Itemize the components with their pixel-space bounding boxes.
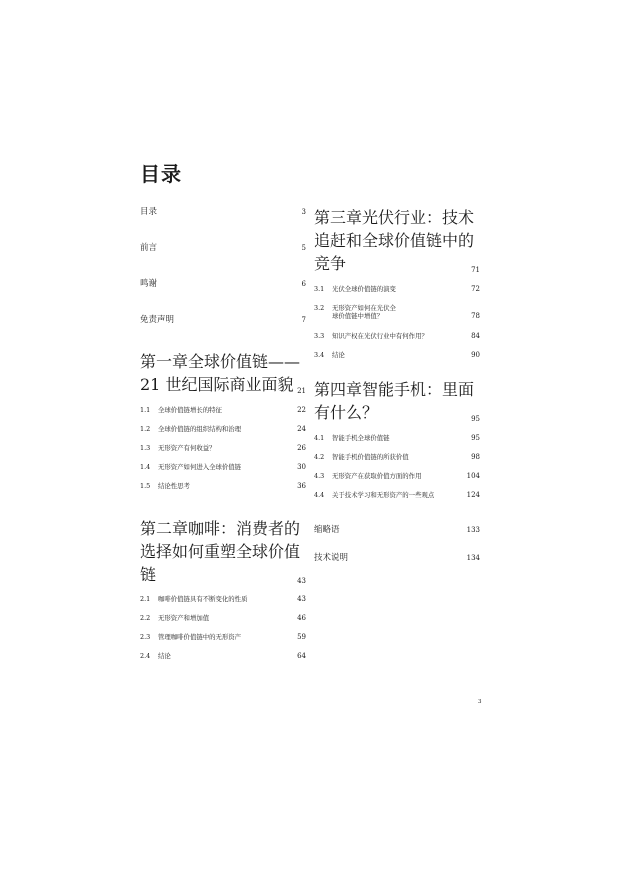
toc-page-number: 22 bbox=[297, 405, 306, 414]
toc-section[interactable] bbox=[314, 332, 480, 341]
toc-entry-title: 前言 bbox=[140, 243, 158, 253]
section-title-line: 球价值链中增值？ bbox=[332, 312, 384, 320]
section-number: 1.1 bbox=[140, 405, 151, 414]
section-title-line: 智能手机价值链的所获价值 bbox=[332, 452, 409, 461]
section-title-line: 知识产权在光伏行业中有何作用？ bbox=[332, 331, 428, 340]
chapter-title-line: 咖啡：消费者的选择 bbox=[140, 519, 301, 561]
toc-section[interactable] bbox=[314, 472, 480, 481]
toc-entry-title: 目录 bbox=[140, 207, 158, 217]
section-number: 1.3 bbox=[140, 443, 151, 452]
section-title-line: 咖啡价值链具有不断变化的性质 bbox=[158, 594, 248, 603]
chapter-title-line: 21 世纪国际商业面貌 bbox=[140, 375, 294, 394]
section-number: 1.5 bbox=[140, 481, 151, 490]
chapter-title-line: 全球价值链中的竞争 bbox=[314, 231, 475, 273]
toc-section[interactable] bbox=[140, 482, 306, 491]
toc-entry[interactable] bbox=[140, 241, 306, 253]
toc-section[interactable] bbox=[314, 304, 480, 321]
section-title-line: 全球价值链增长的特征 bbox=[158, 405, 222, 414]
section-number: 3.3 bbox=[314, 331, 325, 340]
section-number: 2.2 bbox=[140, 613, 151, 622]
toc-section[interactable] bbox=[140, 425, 306, 434]
toc-page-number: 124 bbox=[466, 490, 480, 499]
toc-page-number: 30 bbox=[297, 462, 306, 471]
chapter-label: 第四章 bbox=[314, 380, 363, 399]
toc-page-number: 72 bbox=[471, 284, 480, 293]
toc-page-number: 78 bbox=[471, 312, 480, 320]
section-number: 3.2 bbox=[314, 303, 325, 312]
toc-entry[interactable] bbox=[314, 523, 480, 535]
chapter-title-line: 光伏行业：技术追赶和 bbox=[314, 208, 475, 250]
chapter-label: 第二章 bbox=[140, 519, 189, 538]
toc-entry[interactable] bbox=[314, 551, 480, 563]
section-title-line: 无形资产如何进入全球价值链 bbox=[158, 462, 242, 471]
toc-entry-title: 免责声明 bbox=[140, 315, 175, 325]
section-title-line: 关于技术学习和无形资产的一些观点 bbox=[332, 490, 435, 499]
toc-section[interactable] bbox=[314, 453, 480, 462]
toc-page-number: 133 bbox=[466, 526, 480, 534]
toc-page-number: 43 bbox=[297, 577, 306, 585]
toc-page-number: 5 bbox=[301, 244, 306, 252]
toc-section[interactable] bbox=[140, 463, 306, 472]
page-title: 目录 bbox=[140, 162, 182, 186]
section-title-line: 光伏全球价值链的演变 bbox=[332, 284, 396, 293]
toc-page-number: 24 bbox=[297, 424, 306, 433]
toc-page-number: 64 bbox=[297, 651, 306, 660]
section-number: 4.3 bbox=[314, 471, 325, 480]
toc-section[interactable] bbox=[314, 351, 480, 360]
toc-chapter[interactable] bbox=[140, 349, 306, 395]
toc-section[interactable] bbox=[314, 434, 480, 443]
section-title-line: 智能手机全球价值链 bbox=[332, 433, 390, 442]
section-number: 1.2 bbox=[140, 424, 151, 433]
toc-page-number: 21 bbox=[297, 387, 306, 395]
toc-section[interactable] bbox=[140, 444, 306, 453]
toc-page-number: 98 bbox=[471, 452, 480, 461]
section-title-line: 结论 bbox=[332, 350, 345, 359]
toc-chapter[interactable] bbox=[140, 516, 306, 585]
toc-section[interactable] bbox=[140, 595, 306, 604]
chapter-title-line: 如何重塑全球价值链 bbox=[140, 542, 301, 584]
toc-page-number: 104 bbox=[466, 471, 480, 480]
section-title-line: 无形资产和增加值 bbox=[158, 613, 210, 622]
chapter-label: 第一章 bbox=[140, 352, 189, 371]
toc-entry[interactable] bbox=[140, 277, 306, 289]
section-number: 3.4 bbox=[314, 350, 325, 359]
section-title-line: 无形资产如何在光伏全 bbox=[332, 303, 396, 312]
toc-page-number: 71 bbox=[471, 266, 480, 274]
toc-page-number: 95 bbox=[471, 415, 480, 423]
toc-page-number: 134 bbox=[466, 554, 480, 562]
section-title-line: 结论性思考 bbox=[158, 481, 190, 490]
section-number: 2.1 bbox=[140, 594, 151, 603]
toc-chapter[interactable] bbox=[314, 205, 480, 274]
toc-page-number: 36 bbox=[297, 481, 306, 490]
toc-entry-title: 鸣谢 bbox=[140, 279, 158, 289]
toc-page-number: 95 bbox=[471, 433, 480, 442]
toc-entry-title: 技术说明 bbox=[314, 553, 349, 563]
toc-section[interactable] bbox=[314, 491, 480, 500]
toc-page-number: 3 bbox=[301, 208, 306, 216]
toc-page-number: 90 bbox=[471, 350, 480, 359]
toc-section[interactable] bbox=[140, 614, 306, 623]
section-number: 1.4 bbox=[140, 462, 151, 471]
section-number: 4.4 bbox=[314, 490, 325, 499]
toc-page-number: 26 bbox=[297, 443, 306, 452]
section-number: 4.2 bbox=[314, 452, 325, 461]
toc-entry[interactable] bbox=[140, 205, 306, 217]
toc-section[interactable] bbox=[140, 633, 306, 642]
toc-section[interactable] bbox=[140, 652, 306, 661]
toc-left-column bbox=[140, 205, 306, 660]
section-number: 2.4 bbox=[140, 651, 151, 660]
chapter-title-line: 智能手机：里面有什么？ bbox=[314, 380, 475, 422]
toc-entry[interactable] bbox=[140, 313, 306, 325]
page-number: 3 bbox=[478, 699, 482, 705]
toc-page-number: 84 bbox=[471, 331, 480, 340]
section-number: 4.1 bbox=[314, 433, 325, 442]
toc-page-number: 43 bbox=[297, 594, 306, 603]
section-title-line: 无形资产在获取价值方面的作用 bbox=[332, 471, 422, 480]
section-title-line: 结论 bbox=[158, 651, 171, 660]
chapter-title-line: 全球价值链—— bbox=[188, 352, 301, 371]
toc-chapter[interactable] bbox=[314, 377, 480, 423]
toc-entry-title: 缩略语 bbox=[314, 525, 340, 535]
section-title-line: 全球价值链的组织结构和治理 bbox=[158, 424, 242, 433]
toc-right-column bbox=[314, 205, 480, 563]
section-number: 3.1 bbox=[314, 284, 325, 293]
toc-page-number: 6 bbox=[301, 280, 306, 288]
toc-section[interactable] bbox=[140, 406, 306, 415]
toc-page-number: 46 bbox=[297, 613, 306, 622]
section-title-line: 无形资产有何收益？ bbox=[158, 443, 216, 452]
chapter-label: 第三章 bbox=[314, 208, 363, 227]
toc-section[interactable] bbox=[314, 285, 480, 294]
section-number: 2.3 bbox=[140, 632, 151, 641]
section-title-line: 管理咖啡价值链中的无形资产 bbox=[158, 632, 242, 641]
toc-page-number: 59 bbox=[297, 632, 306, 641]
toc-page-number: 7 bbox=[301, 316, 306, 324]
